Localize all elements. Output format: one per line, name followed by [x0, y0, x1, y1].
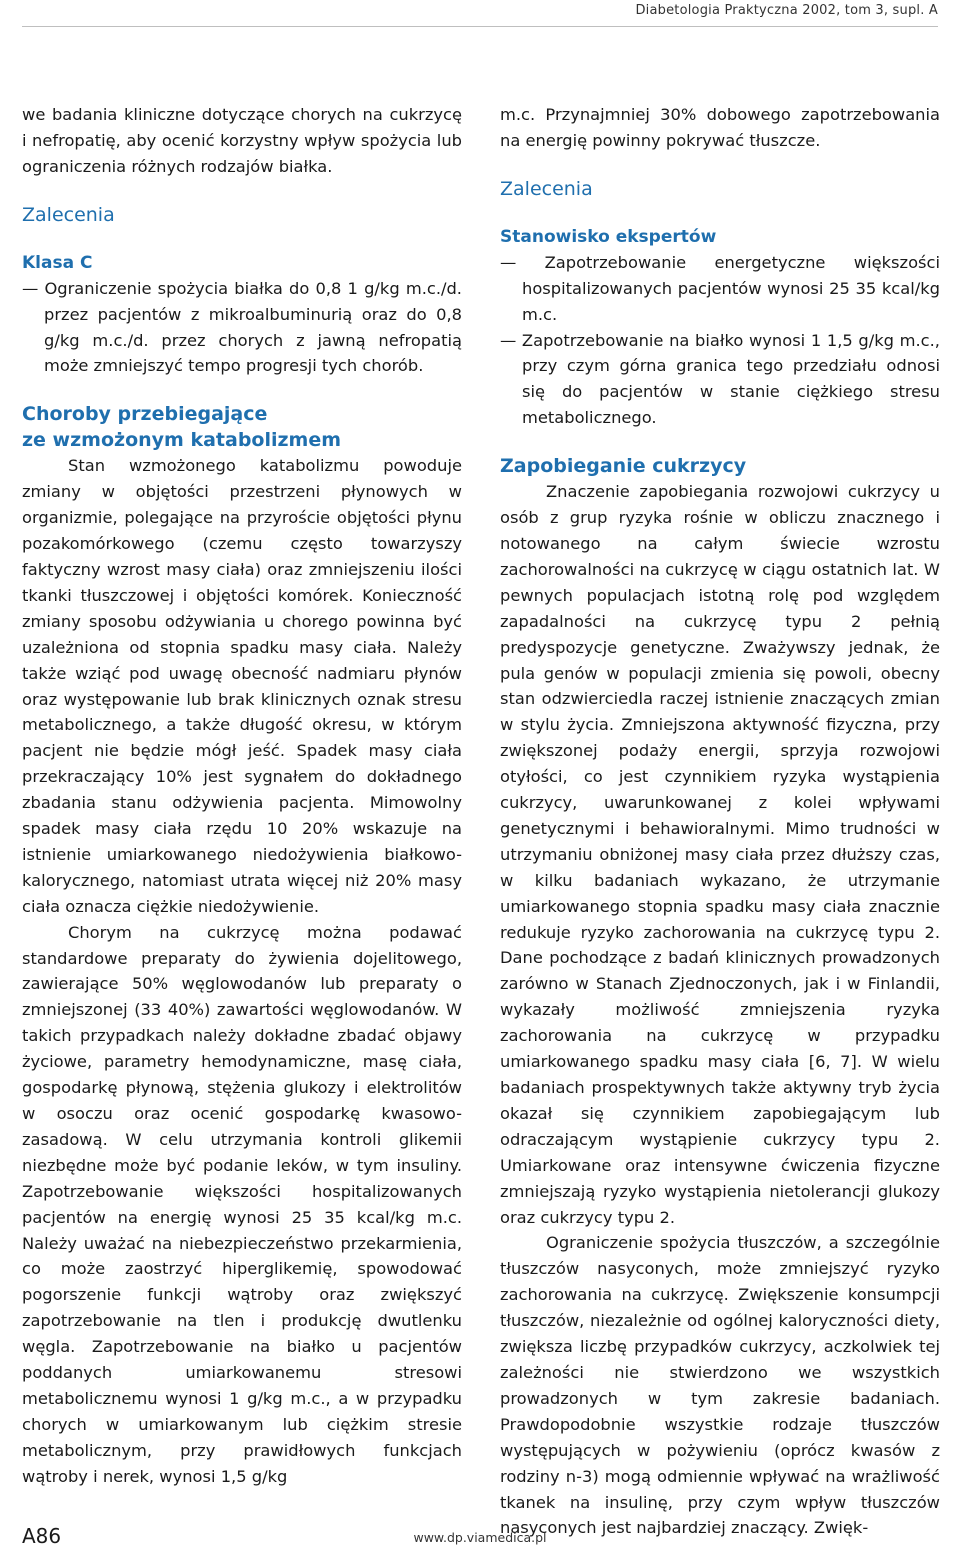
klasa-c-item: — Ograniczenie spożycia białka do 0,8 1 g/kg m.c./d. przez pacjentów z mikroalbuminurią oraz do 0,8 g/kg m.c./d. przez chorych z jawną nefropatią może zmniejszyć tempo progresji tych chorób.: [22, 278, 462, 376]
intro-paragraph: we badania kliniczne dotyczące chorych na cukrzycę i nefropatię, aby ocenić korzystny wpływ spożycia lub ograniczenia różnych rodzajów białka.: [22, 105, 462, 176]
heading-zalecenia-right: Zalecenia: [500, 177, 593, 200]
subheading-klasa-c: Klasa C: [22, 252, 93, 273]
stanowisko-item-1: — Zapotrzebowanie energetyczne większości hospitalizowanych pacjentów wynosi 25 35 kcal/kg m.c.: [500, 252, 940, 324]
heading-zapobieganie: Zapobieganie cukrzycy: [500, 455, 747, 478]
header-rule: [22, 26, 938, 27]
heading-zalecenia: Zalecenia: [22, 203, 115, 226]
right-column: [500, 102, 940, 1541]
running-head: Diabetologia Praktyczna 2002, tom 3, supl. A: [635, 3, 938, 18]
stanowisko-item-2: — Zapotrzebowanie na białko wynosi 1 1,5 g/kg m.c., przy czym górna granica tego przedziału odnosi się do pacjentów w stanie ciężkiego stresu metabolicznego.: [500, 330, 940, 428]
heading-choroby-line1: Choroby przebiegające: [22, 403, 268, 426]
heading-choroby-line2: ze wzmożonym katabolizmem: [22, 429, 342, 452]
paragraph-katabolizm: Stan wzmożonego katabolizmu powoduje zmiany w objętości przestrzeni płynowych w organizmie, polegające na przyroście objętości płynu pozakomórkowego (czemu często towarzyszy faktyczny wzrost masy ciała) oraz zmniejszeniu ilości tkanki tłuszczowej i objętości komórek. Konieczność zmiany sposobu odżywiania u chorego powinna być uzależniona od stopnia spadku masy ciała. Należy także wziąć pod uwagę obecność nadmiaru płynów oraz występowanie lub brak klinicznych oznak stresu metabolicznego, a także długość okresu, w którym pacjent nie będzie mógł jeść. Spadek masy ciała przekraczający 10% jest sygnałem do dokładnego zbadania stanu odżywienia pacjenta. Mimowolny spadek masy ciała rzędu 10 20% wskazuje na istnienie umiarkowanego niedożywienia białkowo-kalorycznego, natomiast utrata więcej niż 20% masy ciała oznacza ciężkie niedożywienie.: [22, 456, 462, 916]
page-number: A86: [22, 1524, 62, 1548]
footer-website: www.dp.viamedica.pl: [413, 1530, 547, 1545]
paragraph-zywienie: Chorym na cukrzycę można podawać standardowe preparaty do żywienia dojelitowego, zawierające 50% węglowodanów lub preparaty o zmniejszonej (33 40%) zawartości węglowodanów. W takich przypadkach należy dokładne zbadać objawy życiowe, parametry hemodynamiczne, masę ciała, gospodarkę płynową, stężenia glukozy i elektrolitów w osoczu oraz ocenić gospodarkę kwasowo-zasadową. W celu utrzymania kontroli glikemii niezbędne może być podanie leków, w tym insuliny. Zapotrzebowanie większości hospitalizowanych pacjentów na energię wynosi 25 35 kcal/kg m.c. Należy uważać na niebezpieczeństwo przekarmienia, co może zaostrzyć hiperglikemię, spowodować pogorszenie funkcji wątroby oraz zwiększyć zapotrzebowanie na tlen i produkcję dwutlenku węgla. Zapotrzebowanie na białko u pacjentów poddanych umiarkowanemu stresowi metabolicznemu wynosi 1 g/kg m.c., a w przypadku chorych w umiarkowanym lub ciężkim stresie metabolicznym, przy prawidłowych funkcjach wątroby i nerek, wynosi 1,5 g/kg: [22, 922, 462, 1486]
continuation-paragraph: m.c. Przynajmniej 30% dobowego zapotrzebowania na energię powinny pokrywać tłuszcze.: [500, 105, 940, 150]
paragraph-zapobieganie: Znaczenie zapobiegania rozwojowi cukrzycy u osób z grup ryzyka rośnie w obliczu znacznego i notowanego na całym świecie wzrostu zachorowalności na cukrzycę w ciągu ostatnich lat. W pewnych populacjach istotną rolę pod względem zapadalności na cukrzycę typu 2 pełnią predyspozycje genetyczne. Zważywszy jednak, że pula genów w populacji zmienia się powoli, obecny stan odzwierciedla raczej istnienie znaczących zmian w stylu życia. Zmniejszona aktywność fizyczna, przy zwiększonej podaży energii, sprzyja rozwojowi otyłości, co jest czynnikiem ryzyka wystąpienia cukrzycy, uwarunkowanej z kolei wpływami genetycznymi i behawioralnymi. Mimo trudności w utrzymaniu obniżonej masy ciała przez dłuższy czas, w kilku badaniach wykazano, że utrzymanie umiarkowanego stopnia spadku masy ciała znacznie redukuje ryzyko zachorowania na cukrzycę typu 2. Dane pochodzące z badań klinicznych prowadzonych zarówno w Stanach Zjednoczonych, jak i w Finlandii, wykazały możliwość zmniejszenia ryzyka zachorowania na cukrzycę w przypadku umiarkowanego spadku masy ciała [6, 7]. W wielu badaniach prospektywnych także aktywny tryb życia okazał się czynnikiem zapobiegającym lub odraczającym wystąpienie cukrzycy typu 2. Umiarkowane oraz intensywne ćwiczenia fizyczne zmniejszają ryzyko wystąpienia nietolerancji glukozy oraz cukrzycy typu 2.: [500, 482, 940, 1227]
paragraph-tluszcze: Ograniczenie spożycia tłuszczów, a szczególnie tłuszczów nasyconych, może zmniejszyć ryzyko zachorowania na cukrzycę. Zwiększenie konsumpcji tłuszczów, niezależnie od ogólnej kaloryczności diety, zwiększa liczbę przypadków cukrzycy, aczkolwiek tej zależności nie stwierdzono we wszystkich prowadzonych w tym zakresie badaniach. Prawdopodobnie wszystkie rodzaje tłuszczów występujących w pożywieniu (oprócz kwasów z rodziny n-3) mogą odmiennie wpływać na wrażliwość tkanek na insulinę, przy czym wpływ tłuszczów nasyconych jest najbardziej znaczący. Zwięk-: [500, 1233, 940, 1538]
left-column: [22, 102, 462, 1490]
subheading-stanowisko: Stanowisko ekspertów: [500, 226, 717, 247]
